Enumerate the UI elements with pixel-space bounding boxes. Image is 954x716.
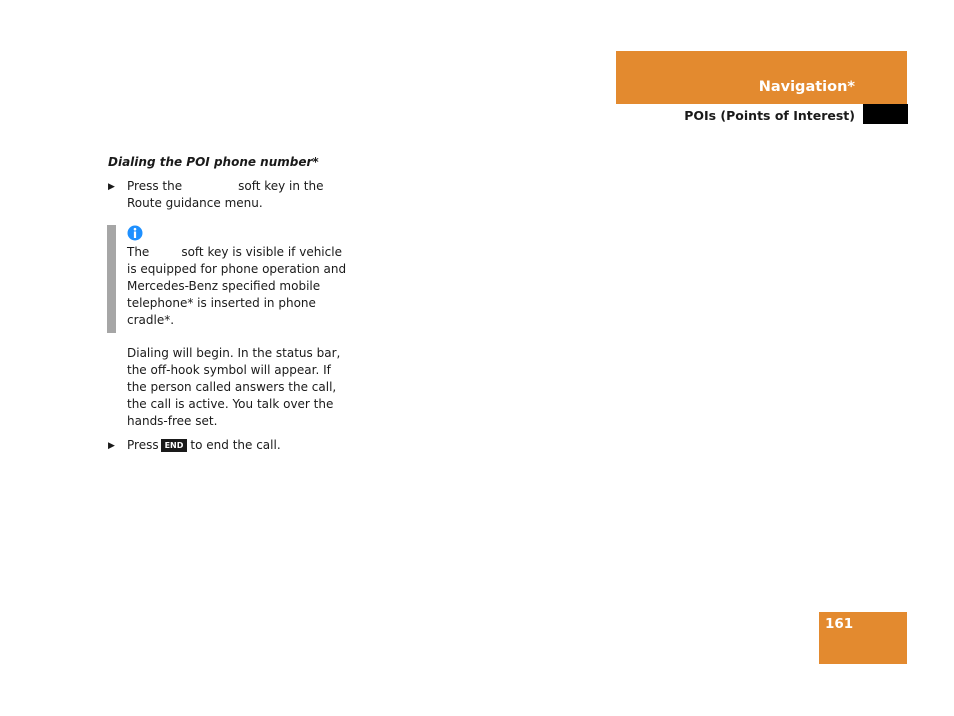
bullet-icon: ▶ — [108, 440, 115, 450]
page-heading: Dialing the POI phone number* — [108, 155, 319, 169]
dialing-paragraph: Dialing will begin. In the status bar, the off-hook symbol will appear. If the person called answers the call, the call is active. You talk over the hands-free set. — [127, 346, 341, 428]
step-press-end — [127, 437, 367, 454]
section-marker — [863, 104, 908, 124]
step1-text-end: soft key in the Route guidance menu. — [127, 179, 324, 210]
note-text-start: The — [127, 245, 150, 259]
step1-text-start: Press the — [127, 179, 183, 193]
subsection-title: POIs (Points of Interest) — [684, 108, 855, 123]
note-bar — [107, 225, 116, 333]
end-key-icon: END — [161, 439, 188, 452]
step-press-soft-key — [127, 178, 347, 212]
info-icon — [127, 225, 143, 241]
page-number: 161 — [825, 616, 854, 632]
step2-text-start: Press — [127, 438, 159, 452]
bullet-icon: ▶ — [108, 181, 115, 191]
section-tab — [616, 51, 907, 104]
step2-text-end: to end the call. — [190, 438, 281, 452]
note-text — [127, 244, 349, 329]
note-text-end: soft key is visible if vehicle is equipped for phone operation and Mercedes-Benz specified mobile telephone* is inserted in phone cradle*. — [127, 245, 347, 327]
section-title: Navigation* — [758, 79, 855, 95]
